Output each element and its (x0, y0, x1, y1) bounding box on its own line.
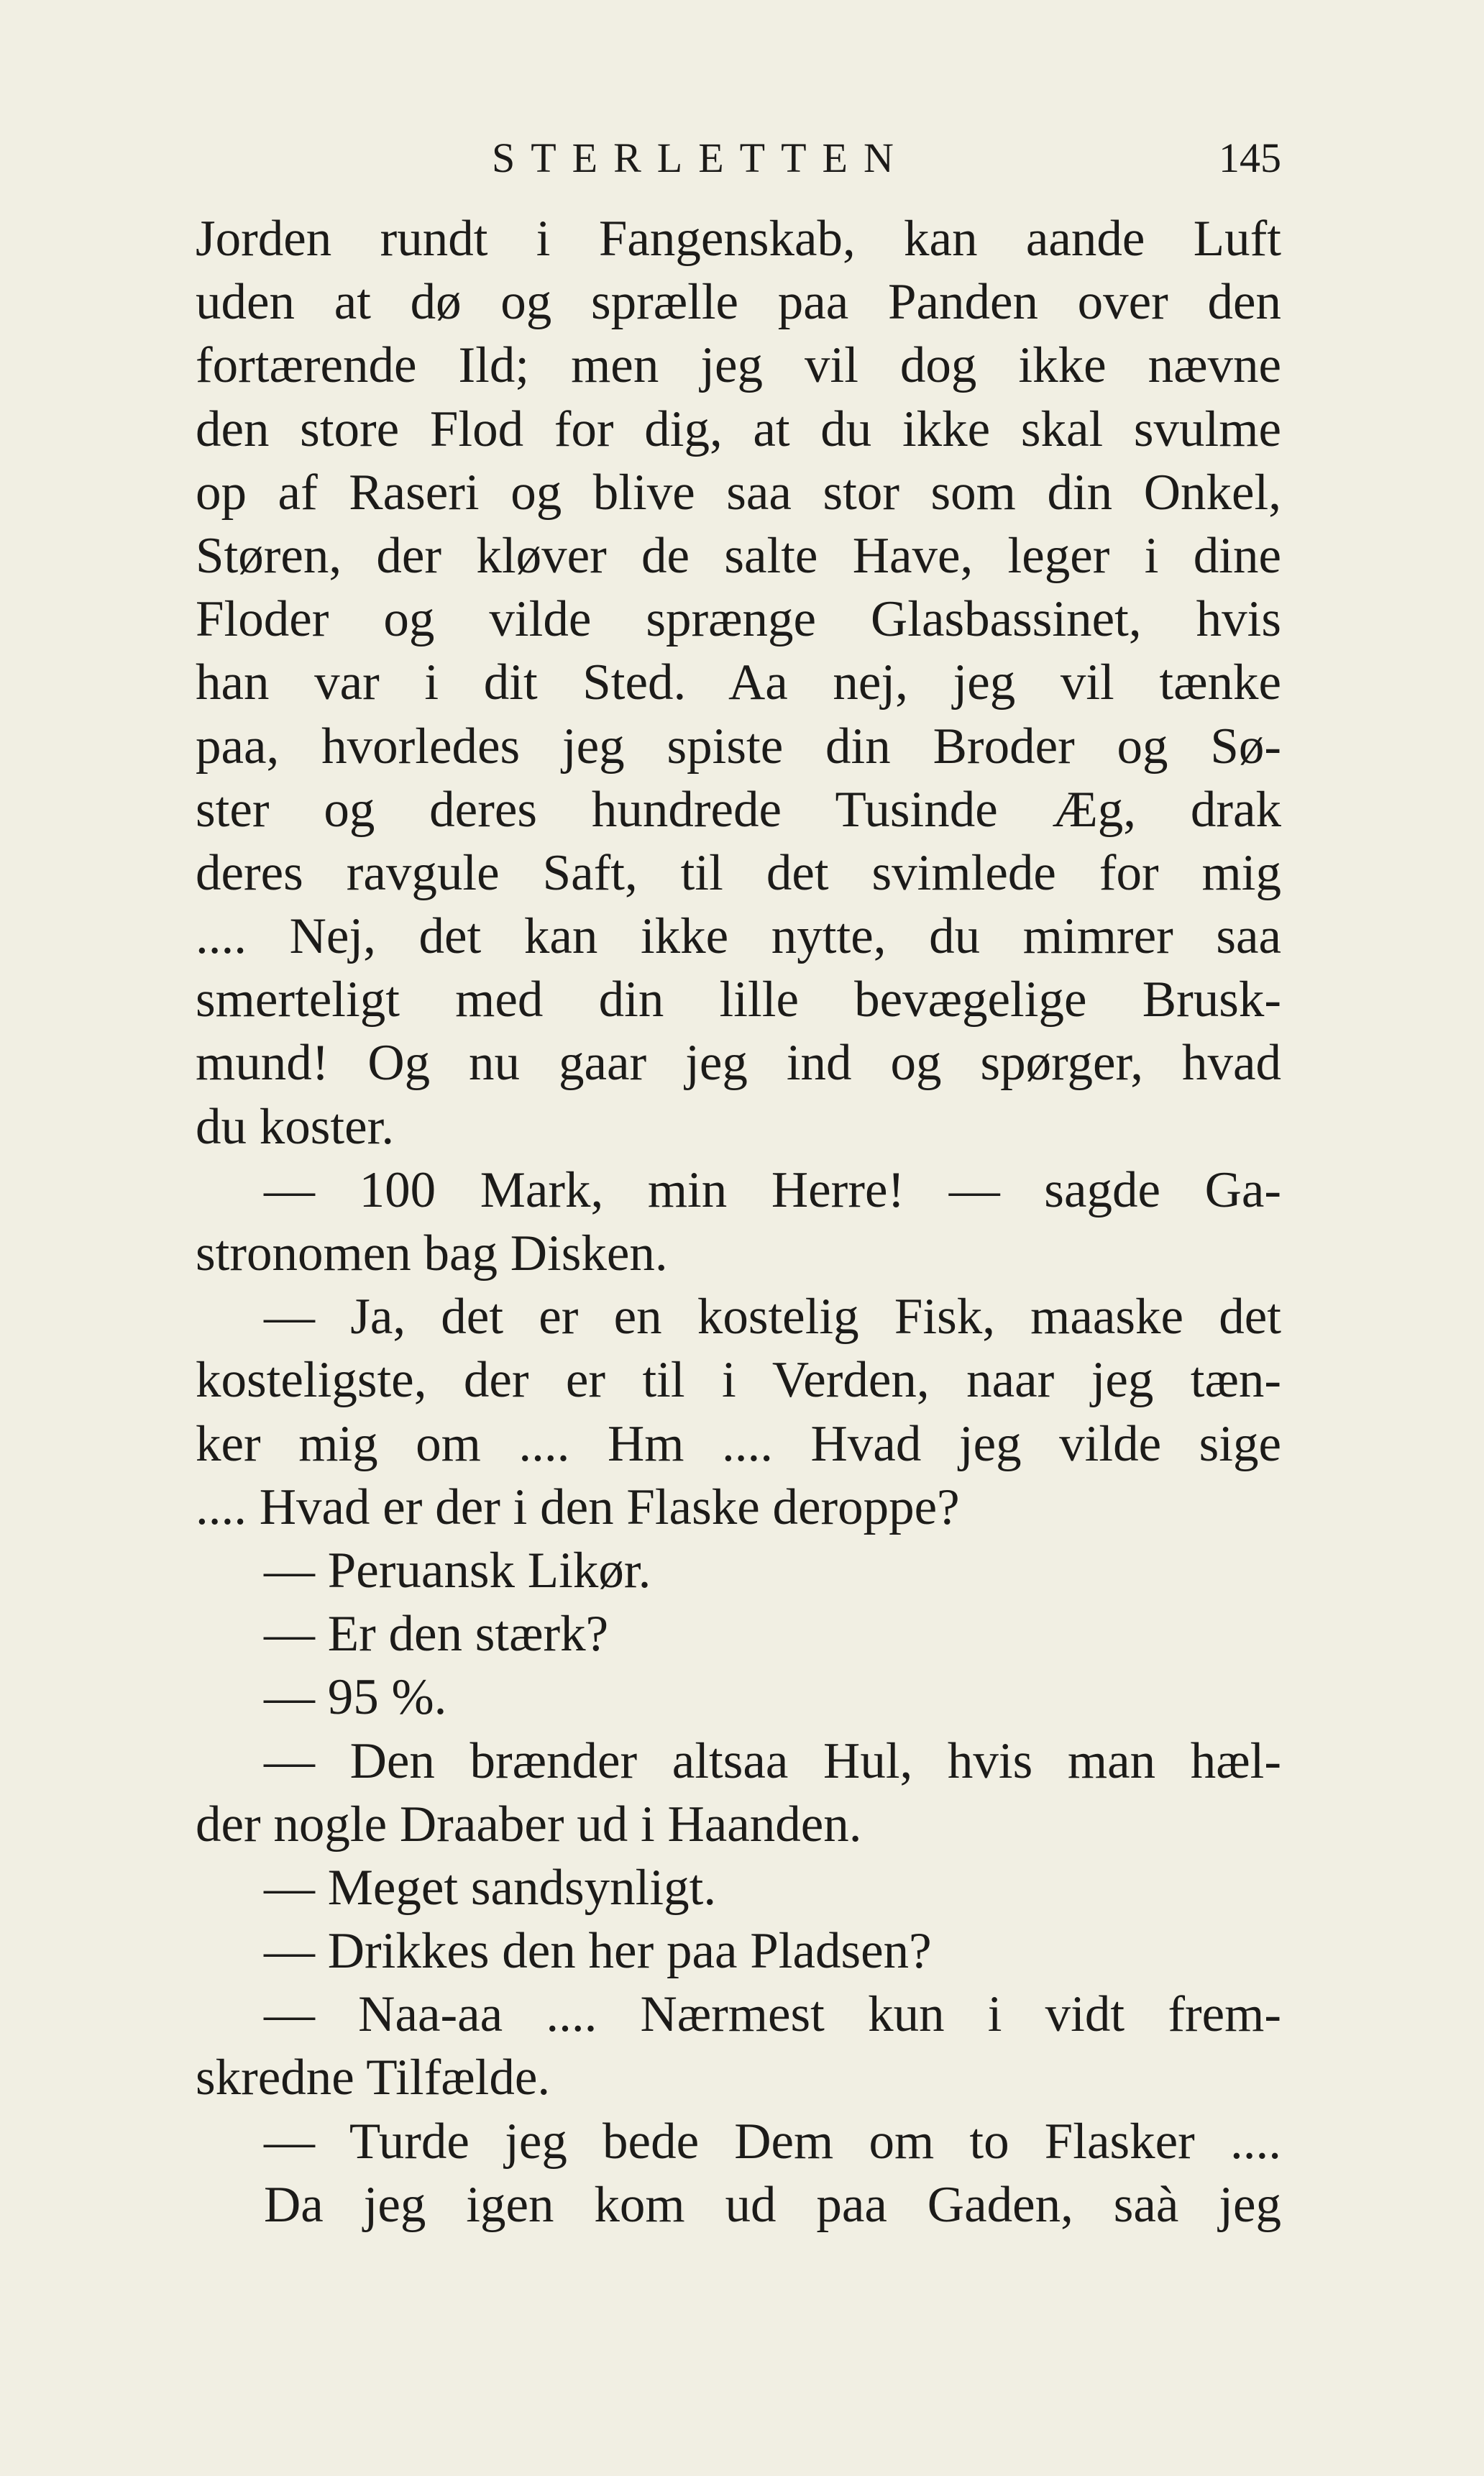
text-line: — Er den stærk? (264, 1606, 609, 1663)
running-title: STERLETTEN (492, 134, 910, 181)
text-line: ster og deres hundrede Tusinde Æg, drak (196, 781, 1281, 838)
text-line: mund! Og nu gaar jeg ind og spørger, hvad (196, 1035, 1281, 1092)
text-line: — Meget sandsynligt. (264, 1859, 717, 1916)
text-line: — Drikkes den her paa Pladsen? (264, 1923, 932, 1980)
page-header (196, 126, 1281, 191)
text-line: deres ravgule Saft, til det svimlede for mig (196, 844, 1281, 901)
text-line: der nogle Draaber ud i Haanden. (196, 1796, 862, 1853)
text-line: op af Raseri og blive saa stor som din Onkel, (196, 464, 1281, 521)
text-line: Støren, der kløver de salte Have, leger i dine (196, 527, 1281, 584)
text-line: den store Flod for dig, at du ikke skal svulme (196, 401, 1281, 457)
text-line: — 95 %. (264, 1669, 447, 1726)
text-line: Da jeg igen kom ud paa Gaden, saà jeg (264, 2176, 1281, 2233)
text-line: — Ja, det er en kostelig Fisk, maaske det (264, 1289, 1281, 1346)
text-line: fortærende Ild; men jeg vil dog ikke nævne (196, 337, 1281, 394)
text-line: .... Nej, det kan ikke nytte, du mimrer saa (196, 908, 1281, 965)
text-line: kosteligste, der er til i Verden, naar jeg tæn- (196, 1352, 1281, 1409)
text-line: stronomen bag Disken. (196, 1225, 668, 1282)
text-line: ker mig om .... Hm .... Hvad jeg vilde sige (196, 1415, 1281, 1472)
text-line: — Den brænder altsaa Hul, hvis man hæl- (264, 1732, 1281, 1789)
text-line: Floder og vilde sprænge Glasbassinet, hvis (196, 591, 1281, 648)
body-text (196, 207, 1281, 2237)
text-line: — Naa-aa .... Nærmest kun i vidt frem- (264, 1986, 1281, 2043)
text-line: du koster. (196, 1098, 395, 1155)
text-line: — Turde jeg bede Dem om to Flasker .... (264, 2113, 1281, 2170)
text-line: paa, hvorledes jeg spiste din Broder og Sø- (196, 718, 1281, 775)
text-line: smerteligt med din lille bevægelige Brusk- (196, 972, 1281, 1028)
text-line: Jorden rundt i Fangenskab, kan aande Luft (196, 211, 1281, 267)
text-line: han var i dit Sted. Aa nej, jeg vil tænke (196, 654, 1281, 711)
text-line: skredne Tilfælde. (196, 2050, 551, 2106)
text-line: — Peruansk Likør. (264, 1542, 651, 1599)
text-line: — 100 Mark, min Herre! — sagde Ga- (264, 1161, 1281, 1218)
text-line: uden at dø og sprælle paa Panden over den (196, 274, 1281, 331)
text-line: .... Hvad er der i den Flaske deroppe? (196, 1479, 960, 1535)
page-number: 145 (1219, 134, 1281, 181)
